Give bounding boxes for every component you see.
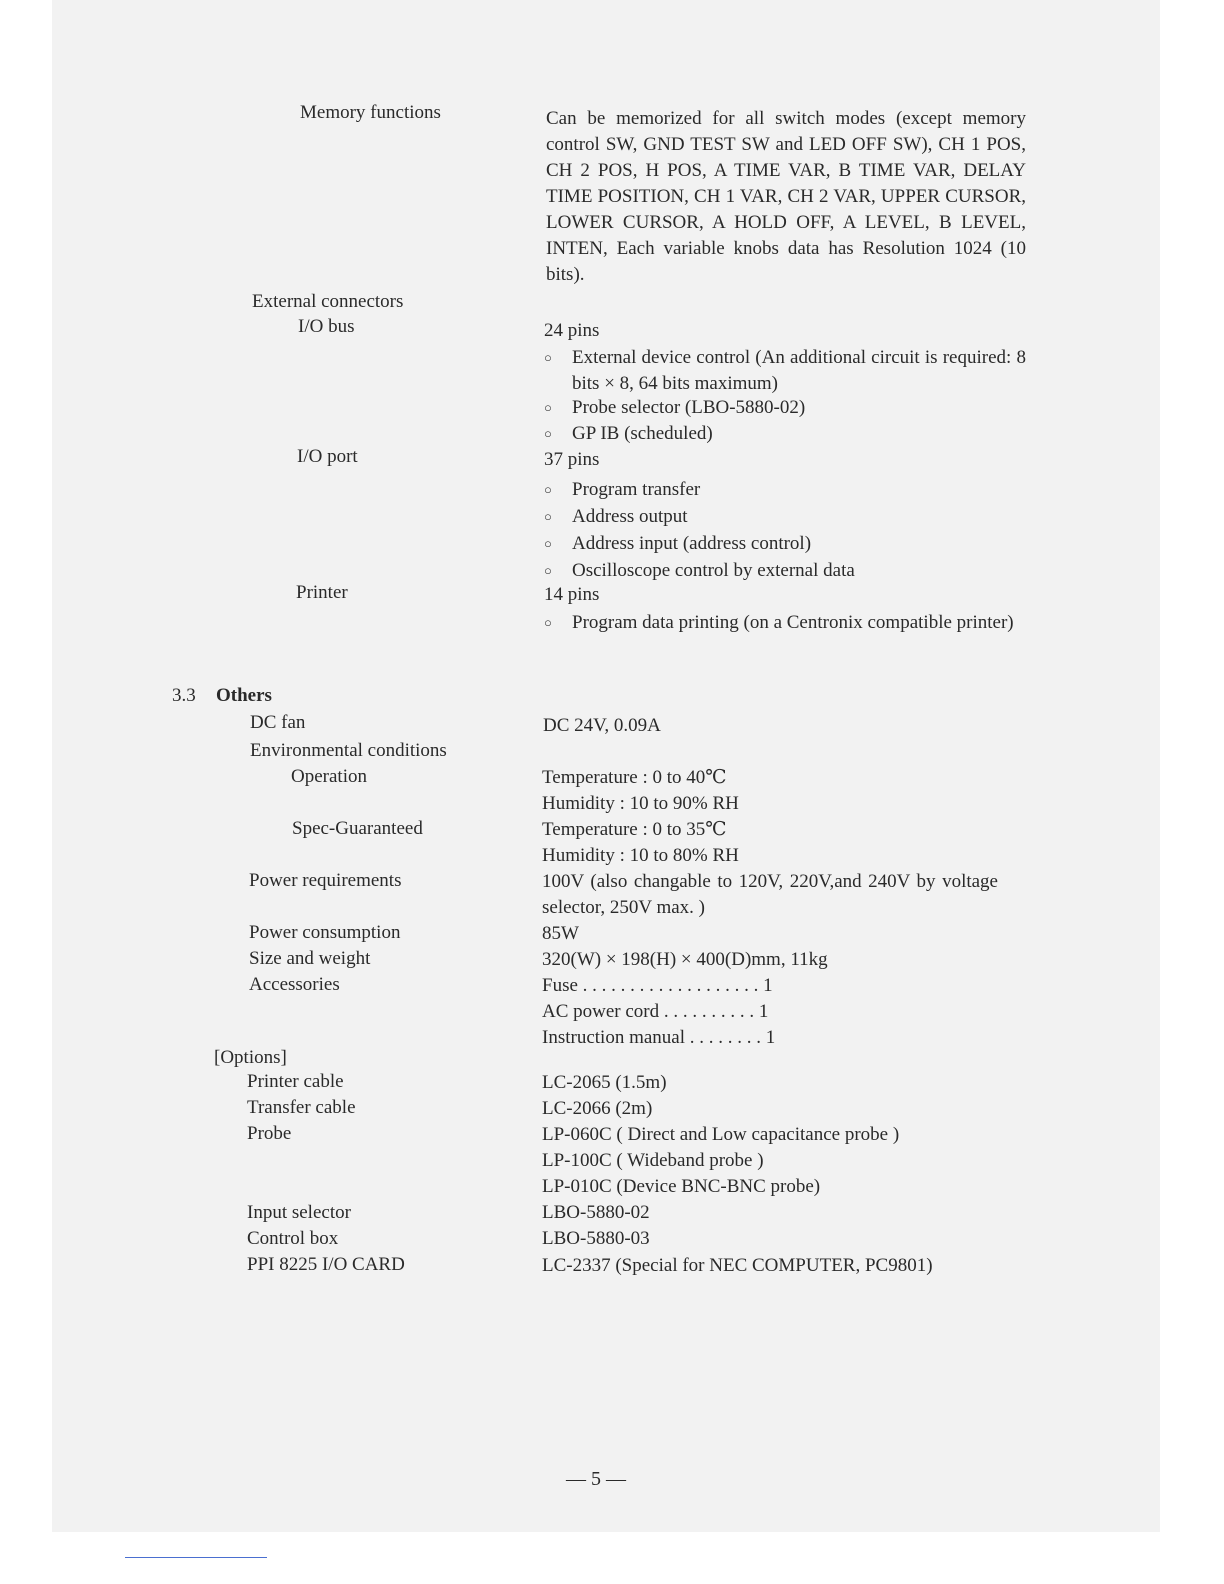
printer-cable-label: Printer cable bbox=[247, 1071, 344, 1092]
power-consumption-value: 85W bbox=[542, 923, 579, 944]
list-item bbox=[544, 504, 1026, 530]
spec-humidity: Humidity : 10 to 80% RH bbox=[542, 845, 739, 866]
probe-value: LP-060C ( Direct and Low capacitance probe ) bbox=[542, 1124, 900, 1145]
power-requirements-label: Power requirements bbox=[249, 870, 402, 891]
list-item-text: GP IB (scheduled) bbox=[572, 423, 713, 444]
accessory-item: AC power cord . . . . . . . . . . 1 bbox=[542, 1001, 769, 1022]
list-item bbox=[544, 345, 1026, 397]
memory-functions-label: Memory functions bbox=[300, 102, 441, 123]
list-item-text: Address input (address control) bbox=[572, 533, 812, 554]
probe-value: LP-010C (Device BNC-BNC probe) bbox=[542, 1176, 821, 1197]
io-bus-value: 24 pins bbox=[544, 320, 600, 341]
list-item bbox=[544, 610, 1026, 662]
printer-value: 14 pins bbox=[544, 584, 600, 605]
operation-label: Operation bbox=[291, 766, 367, 787]
operation-humidity: Humidity : 10 to 90% RH bbox=[542, 793, 739, 814]
ppi-card-value: LC-2337 (Special for NEC COMPUTER, PC9801) bbox=[542, 1255, 933, 1276]
page-number: — 5 — bbox=[566, 1468, 626, 1490]
list-item bbox=[544, 558, 1026, 584]
list-item bbox=[544, 395, 1026, 421]
size-weight-label: Size and weight bbox=[249, 948, 371, 969]
list-item bbox=[544, 477, 1026, 503]
ppi-card-label: PPI 8225 I/O CARD bbox=[247, 1254, 405, 1275]
input-selector-value: LBO-5880-02 bbox=[542, 1202, 650, 1223]
external-connectors-label: External connectors bbox=[252, 291, 404, 312]
probe-value: LP-100C ( Wideband probe ) bbox=[542, 1150, 764, 1171]
dc-fan-label: DC fan bbox=[250, 712, 306, 733]
dc-fan-value: DC 24V, 0.09A bbox=[543, 715, 661, 736]
list-item-text: External device control (An additional circuit is required: 8 bits × 8, 64 bits maximum) bbox=[572, 347, 1026, 394]
accessories-label: Accessories bbox=[249, 974, 340, 995]
bullet-icon: ○ bbox=[544, 426, 552, 441]
bullet-icon: ○ bbox=[544, 482, 552, 497]
printer-label: Printer bbox=[296, 582, 348, 603]
probe-label: Probe bbox=[247, 1123, 292, 1144]
io-bus-label: I/O bus bbox=[298, 316, 355, 337]
accessory-item: Instruction manual . . . . . . . . 1 bbox=[542, 1027, 776, 1048]
options-heading: [Options] bbox=[214, 1047, 287, 1068]
bullet-icon: ○ bbox=[544, 350, 552, 365]
section-number: 3.3 bbox=[172, 685, 196, 706]
list-item-text: Program data printing (on a Centronix compatible printer) bbox=[572, 612, 1014, 633]
control-box-value: LBO-5880-03 bbox=[542, 1228, 650, 1249]
spec-guaranteed-label: Spec-Guaranteed bbox=[292, 818, 423, 839]
list-item-text: Program transfer bbox=[572, 479, 701, 500]
io-port-value: 37 pins bbox=[544, 449, 600, 470]
memory-functions-text: Can be memorized for all switch modes (except memory control SW, GND TEST SW and LED OFF SW), CH 1 POS, CH 2 POS, H POS, A TIME VAR, B TIME VAR, DELAY TIME POSITION, CH 1 VAR, CH 2 VAR, UPPER CURSOR, LOWER CURSOR, A HOLD OFF, A LEVEL, B LEVEL, INTEN, Each variable knobs data has Resolution 1024 (10 bits). bbox=[546, 108, 1026, 285]
size-weight-value: 320(W) × 198(H) × 400(D)mm, 11kg bbox=[542, 949, 828, 970]
input-selector-label: Input selector bbox=[247, 1202, 351, 1223]
list-item-text: Oscilloscope control by external data bbox=[572, 560, 855, 581]
list-item bbox=[544, 421, 1026, 447]
transfer-cable-value: LC-2066 (2m) bbox=[542, 1098, 653, 1119]
footer-line bbox=[125, 1557, 267, 1558]
list-item-text: Address output bbox=[572, 506, 688, 527]
operation-temperature: Temperature : 0 to 40℃ bbox=[542, 767, 727, 788]
bullet-icon: ○ bbox=[544, 400, 552, 415]
power-requirements-value: 100V (also changable to 120V, 220V,and 240V by voltage selector, 250V max. ) bbox=[542, 871, 998, 918]
bullet-icon: ○ bbox=[544, 563, 552, 578]
bullet-icon: ○ bbox=[544, 536, 552, 551]
transfer-cable-label: Transfer cable bbox=[247, 1097, 356, 1118]
accessory-item: Fuse . . . . . . . . . . . . . . . . . . . 1 bbox=[542, 975, 773, 996]
bullet-icon: ○ bbox=[544, 615, 552, 630]
list-item-text: Probe selector (LBO-5880-02) bbox=[572, 397, 806, 418]
io-port-label: I/O port bbox=[297, 446, 358, 467]
bullet-icon: ○ bbox=[544, 509, 552, 524]
section-heading: Others bbox=[216, 685, 272, 706]
control-box-label: Control box bbox=[247, 1228, 339, 1249]
spec-temperature: Temperature : 0 to 35℃ bbox=[542, 819, 727, 840]
power-consumption-label: Power consumption bbox=[249, 922, 401, 943]
environmental-label: Environmental conditions bbox=[250, 740, 447, 761]
printer-cable-value: LC-2065 (1.5m) bbox=[542, 1072, 667, 1093]
list-item bbox=[544, 531, 1026, 557]
